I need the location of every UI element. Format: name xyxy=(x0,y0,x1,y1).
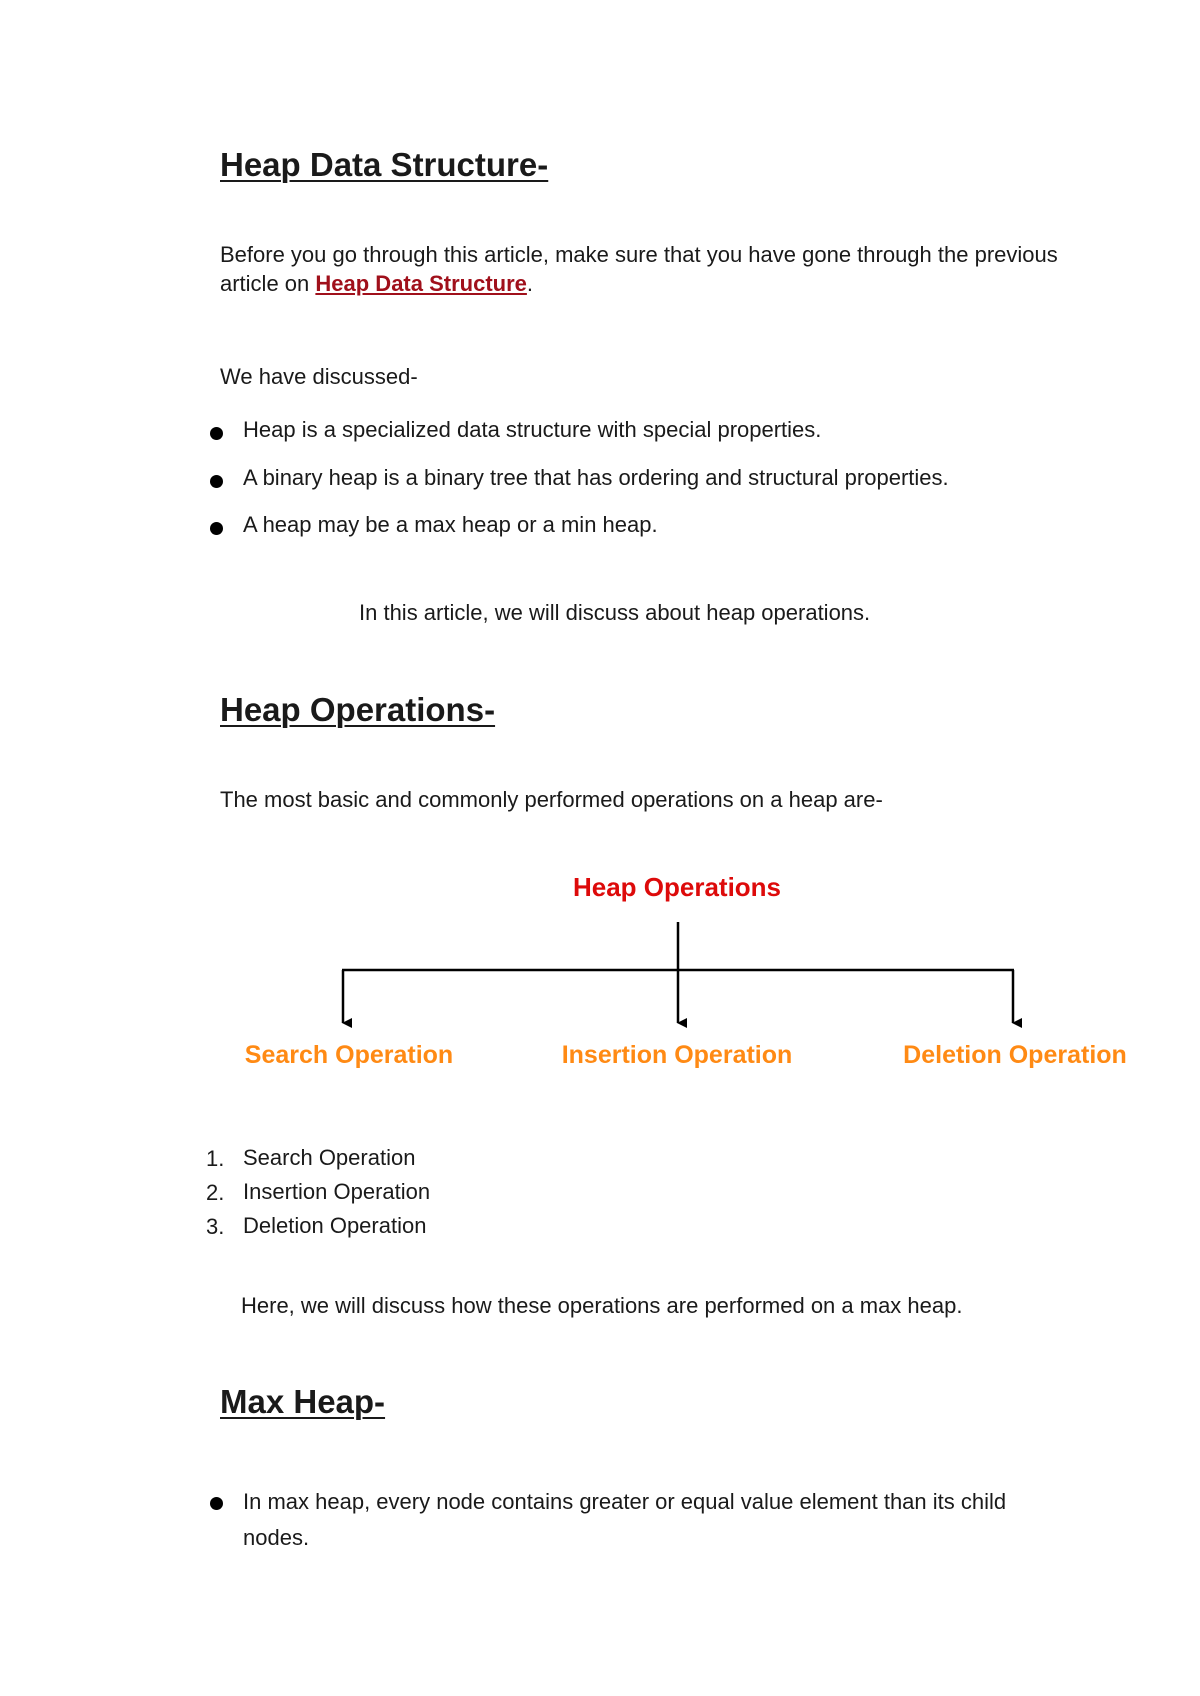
article-note: In this article, we will discuss about heap operations. xyxy=(359,600,871,625)
heap-operations-diagram xyxy=(0,860,1200,1090)
bullet-icon xyxy=(210,475,223,488)
bullet-item: A heap may be a max heap or a min heap. xyxy=(243,512,658,537)
section-title-heap-operations: Heap Operations- xyxy=(220,691,496,728)
section-title-heap-data-structure: Heap Data Structure- xyxy=(220,146,549,183)
intro-end: . xyxy=(526,271,534,296)
diagram-child-insertion: Insertion Operation xyxy=(561,1041,793,1069)
max-heap-note: Here, we will discuss how these operations are performed on a max heap. xyxy=(241,1293,963,1318)
list-item: Insertion Operation xyxy=(243,1179,431,1204)
intro-text: Before you go through this article, make sure that you have gone through the previous article on xyxy=(220,242,1058,296)
bullet-icon xyxy=(210,1497,223,1510)
discussed-label: We have discussed- xyxy=(220,364,418,389)
list-number: 3. xyxy=(206,1214,225,1239)
operations-intro: The most basic and commonly performed operations on a heap are- xyxy=(220,787,883,812)
diagram-child-deletion: Deletion Operation xyxy=(903,1041,1127,1069)
list-number: 2. xyxy=(206,1180,225,1205)
list-number: 1. xyxy=(206,1146,225,1171)
bullet-icon xyxy=(210,522,223,535)
diagram-root-label: Heap Operations xyxy=(572,872,782,902)
section-title-max-heap: Max Heap- xyxy=(220,1383,386,1420)
bullet-item: A binary heap is a binary tree that has ordering and structural properties. xyxy=(243,465,949,490)
intro-paragraph xyxy=(220,240,1090,298)
diagram-child-search: Search Operation xyxy=(244,1041,454,1069)
list-item: Search Operation xyxy=(243,1145,416,1170)
list-item: Deletion Operation xyxy=(243,1213,427,1238)
bullet-item: In max heap, every node contains greater or equal value element than its child nodes. xyxy=(243,1489,1007,1550)
bullet-item: Heap is a specialized data structure with special properties. xyxy=(243,417,822,442)
bullet-icon xyxy=(210,427,223,440)
heap-data-structure-link[interactable]: Heap Data Structure xyxy=(315,271,527,296)
